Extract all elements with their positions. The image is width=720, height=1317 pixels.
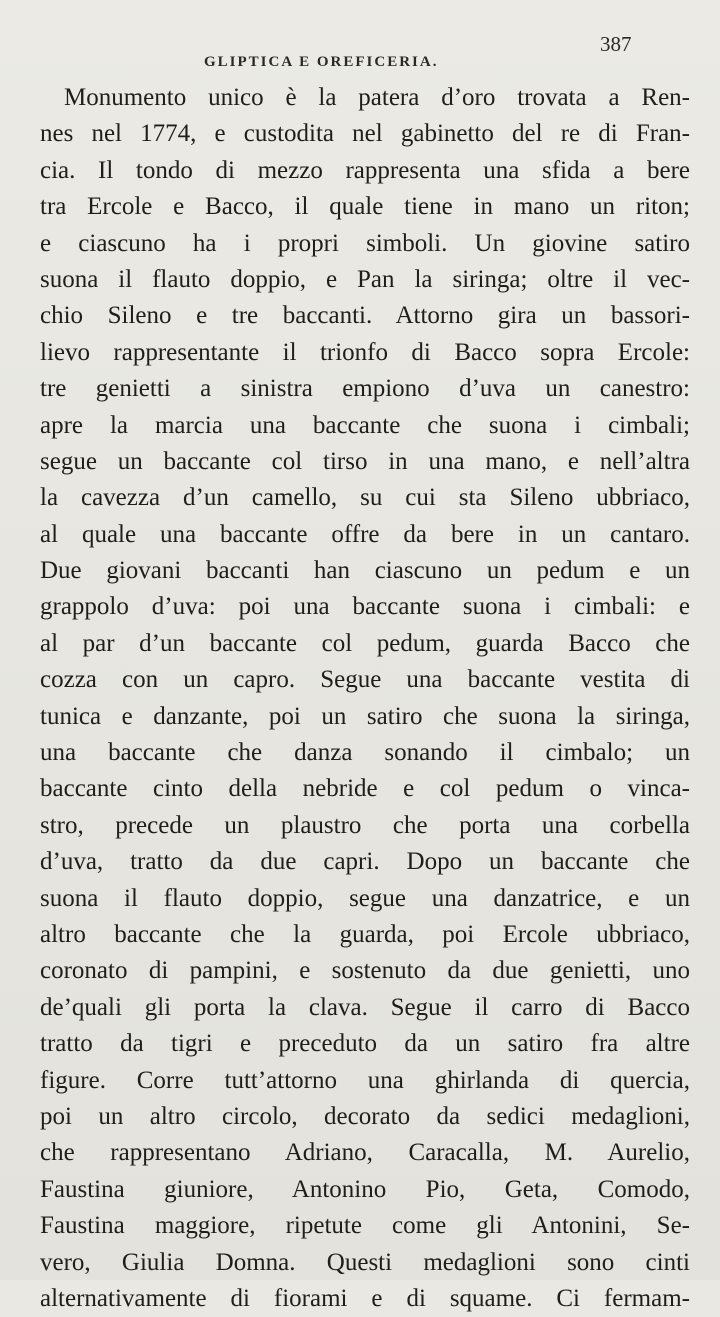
text-line: figure. Corre tutt’attorno una ghirlanda di quercia, xyxy=(40,1066,690,1094)
text-line: una baccante che danza sonando il cimbalo; un xyxy=(40,739,690,767)
text-line: alternativamente di fiorami e di squame. Ci fermam- xyxy=(40,1284,690,1312)
text-line: nes nel 1774, e custodita nel gabinetto del re di Fran- xyxy=(40,120,690,148)
text-line: de’quali gli porta la clava. Segue il carro di Bacco xyxy=(40,993,690,1021)
text-line: al par d’un baccante col pedum, guarda Bacco che xyxy=(40,629,690,657)
text-line: stro, precede un plaustro che porta una corbella xyxy=(40,811,690,839)
text-line: tre genietti a sinistra empiono d’uva un canestro: xyxy=(40,375,690,403)
text-line: apre la marcia una baccante che suona i cimbali; xyxy=(40,411,690,439)
text-line: Monumento unico è la patera d’oro trovata a Ren- xyxy=(64,84,690,111)
text-line: chio Sileno e tre baccanti. Attorno gira un bassori- xyxy=(40,302,690,330)
text-line: Due giovani baccanti han ciascuno un pedum e un xyxy=(40,557,690,585)
text-line: che rappresentano Adriano, Caracalla, M. Aurelio, xyxy=(40,1139,690,1167)
page-number: 387 xyxy=(600,32,632,56)
text-line: altro baccante che la guarda, poi Ercole ubbriaco, xyxy=(40,920,690,948)
text-line: suona il flauto doppio, e Pan la siringa; oltre il vec- xyxy=(40,265,690,293)
text-line: tunica e danzante, poi un satiro che suona la siringa, xyxy=(40,702,690,730)
text-line: lievo rappresentante il trionfo di Bacco sopra Ercole: xyxy=(40,338,690,366)
text-line: suona il flauto doppio, segue una danzatrice, e un xyxy=(40,884,690,912)
text-line: grappolo d’uva: poi una baccante suona i cimbali: e xyxy=(40,593,690,621)
body-text xyxy=(40,80,690,1317)
text-line: coronato di pampini, e sostenuto da due genietti, uno xyxy=(40,957,690,985)
text-line: d’uva, tratto da due capri. Dopo un baccante che xyxy=(40,848,690,876)
text-line: vero, Giulia Domna. Questi medaglioni sono cinti xyxy=(40,1248,690,1276)
text-line: baccante cinto della nebride e col pedum o vinca- xyxy=(40,775,690,803)
text-line: al quale una baccante offre da bere in un cantaro. xyxy=(40,520,690,548)
text-line: tra Ercole e Bacco, il quale tiene in mano un riton; xyxy=(40,193,690,221)
text-line: segue un baccante col tirso in una mano, e nell’altra xyxy=(40,447,690,475)
text-line: Faustina giuniore, Antonino Pio, Geta, Comodo, xyxy=(40,1175,690,1203)
text-line: cozza con un capro. Segue una baccante vestita di xyxy=(40,666,690,694)
text-line: Faustina maggiore, ripetute come gli Antonini, Se- xyxy=(40,1212,690,1240)
text-line: cia. Il tondo di mezzo rappresenta una sfida a bere xyxy=(40,156,690,184)
text-line: la cavezza d’un camello, su cui sta Sileno ubbriaco, xyxy=(40,484,690,512)
text-line: poi un altro circolo, decorato da sedici medaglioni, xyxy=(40,1102,690,1130)
text-line: tratto da tigri e preceduto da un satiro fra altre xyxy=(40,1030,690,1058)
text-line: e ciascuno ha i propri simboli. Un giovine satiro xyxy=(40,229,690,257)
running-head: GLIPTICA E OREFICERIA. xyxy=(204,54,439,70)
